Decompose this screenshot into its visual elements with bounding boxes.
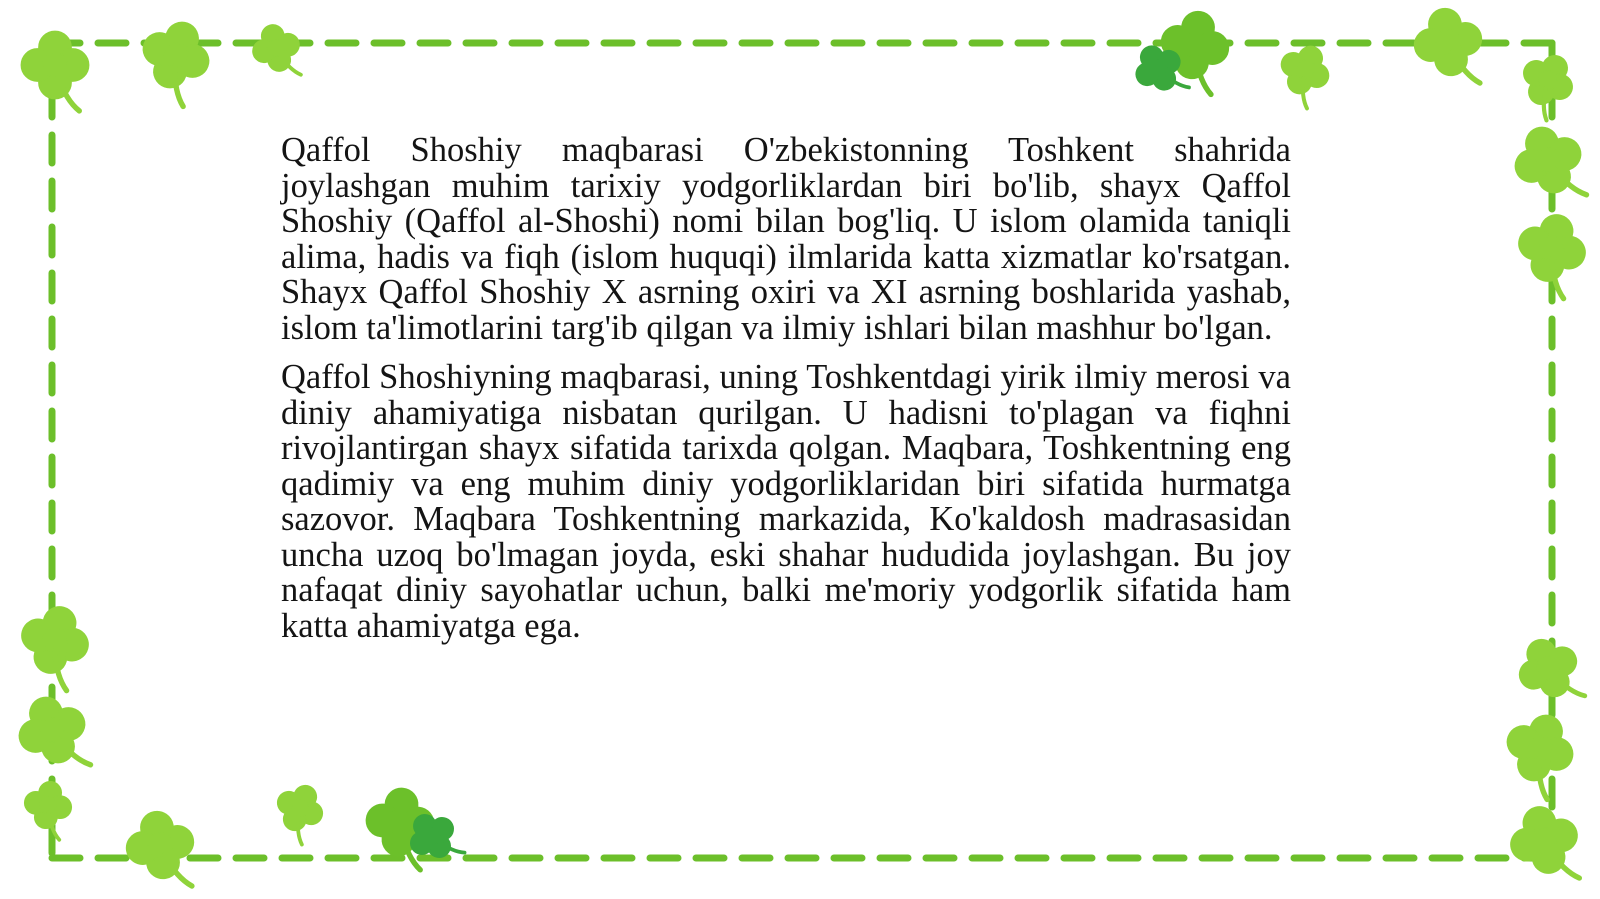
body-text (281, 133, 1291, 658)
clover-icon (129, 12, 220, 110)
clover-icon (1409, 3, 1489, 93)
paragraph-2: Qaffol Shoshiyning maqbarasi, uning Toshkentdagi yirik ilmiy merosi va diniy ahamiyatiga nisbatan qurilgan. U hadisni to'plagan va fiqhni rivojlantirgan shayx sifatida tarixda qolgan. Maqbara, Toshkentning eng qadimiy va eng muhim diniy yodgorliklaridan biri sifatida hurmatga sazovor. Maqbara Toshkentning markazida, Ko'kaldosh madrasasidan uncha uzoq bo'lmagan joyda, eski shahar hududida joylashgan. Bu joy nafaqat diniy sayohatlar uchun, balki me'moriy yodgorlik sifatida ham katta ahamiyatga ega. (281, 358, 1291, 645)
clover-icon (9, 687, 100, 785)
paragraph-1: Qaffol Shoshiy maqbarasi O'zbekistonning Toshkent shahrida joylashgan muhim tarixiy yodgorliklardan biri bo'lib, shayx Qaffol Shoshiy (Qaffol al-Shoshi) nomi bilan bog'liq. U islom olamida taniqli alima, hadis va fiqh (islom huquqi) ilmlarida katta xizmatlar ko'rsatgan. Shayx Qaffol Shoshiy X asrning oxiri va XI asrning boshlarida yashab, islom ta'limotlarini targ'ib qilgan va ilmiy ishlari bilan mashhur bo'lgan. (281, 131, 1291, 347)
clover-icon (1503, 799, 1589, 893)
clover-icon (121, 806, 201, 896)
clover-icon (265, 776, 332, 847)
clover-icon (247, 19, 307, 85)
clover-icon (1493, 705, 1584, 803)
clover-icon (11, 599, 97, 693)
clover-icon (19, 777, 76, 840)
clover-icon (1268, 37, 1338, 112)
clover-icon (1507, 44, 1583, 124)
